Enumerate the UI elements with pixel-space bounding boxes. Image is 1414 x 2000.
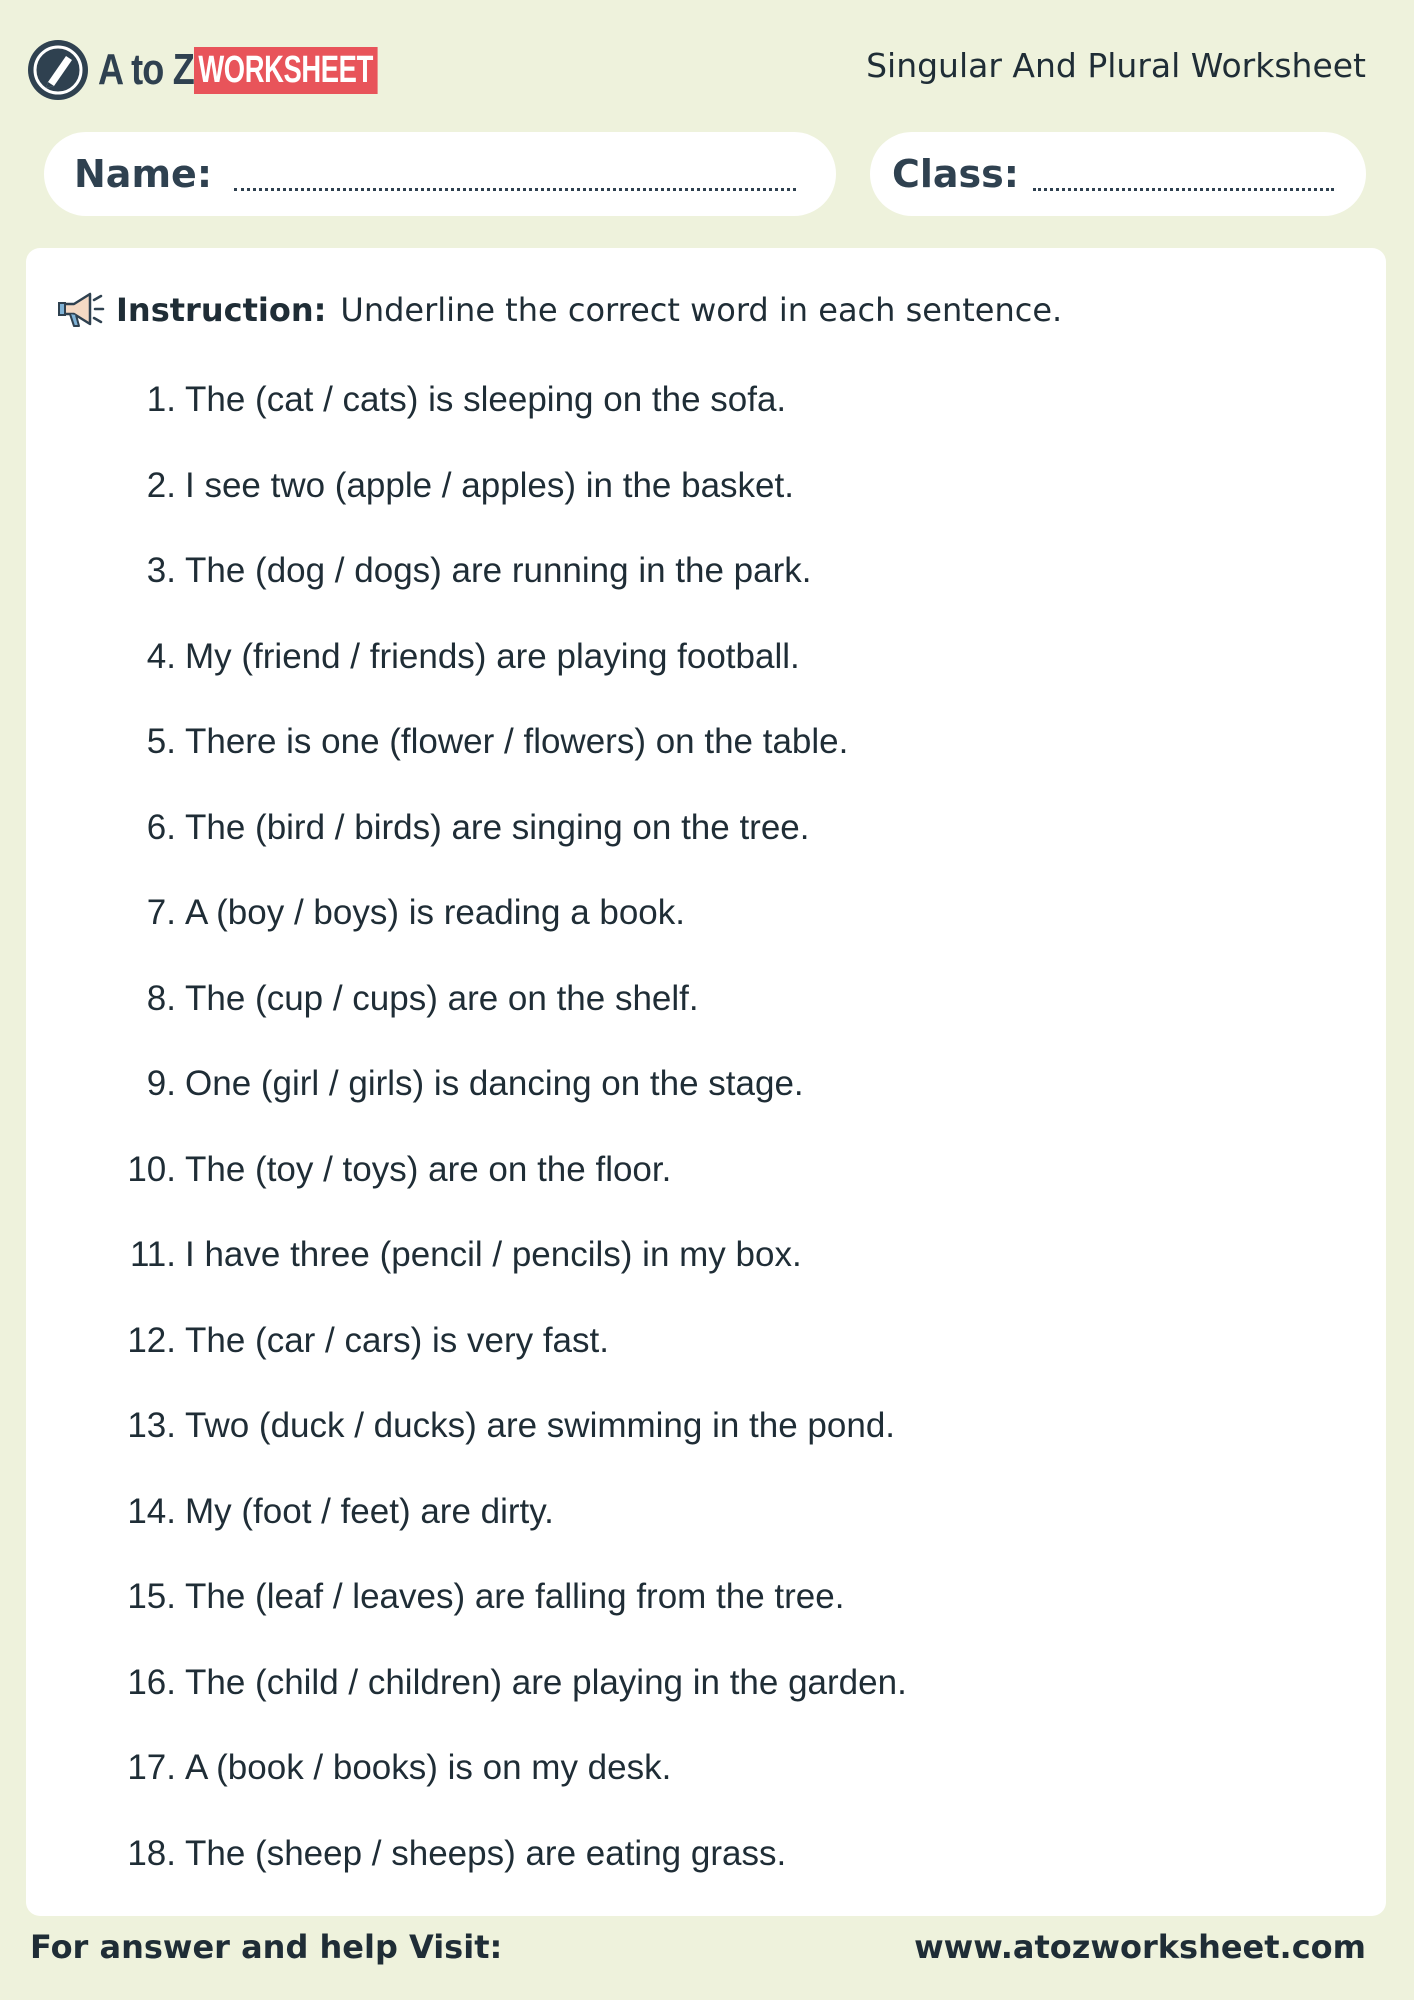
question-number: 6.: [146, 807, 176, 847]
question-number: 18.: [127, 1833, 176, 1873]
instruction-text: Underline the correct word in each sentence.: [340, 291, 1063, 329]
question-number: 9.: [146, 1064, 176, 1103]
question-text: The (cat / cats) is sleeping on the sofa.: [185, 380, 787, 419]
logo-highlight: WORKSHEET: [194, 47, 377, 94]
question-text: The (dog / dogs) are running in the park.: [185, 551, 812, 590]
instruction-label: Instruction:: [116, 291, 327, 329]
question-number: 12.: [127, 1320, 176, 1360]
question-number: 14.: [127, 1491, 176, 1531]
question-text: My (foot / feet) are dirty.: [185, 1491, 554, 1531]
pencil-logo-icon: [28, 40, 88, 100]
question-text: My (friend / friends) are playing football.: [185, 636, 800, 676]
question-number: 16.: [127, 1662, 176, 1702]
question-text: The (cup / cups) are on the shelf.: [185, 978, 699, 1018]
question-text: I have three (pencil / pencils) in my box.: [185, 1235, 802, 1274]
name-blank-line[interactable]: [234, 184, 796, 191]
footer-website-link[interactable]: www.atozworksheet.com: [914, 1928, 1366, 1966]
question-number: 7.: [146, 893, 176, 932]
question-text: There is one (flower / flowers) on the table.: [185, 722, 849, 761]
footer-help-text: For answer and help Visit:: [30, 1928, 503, 1966]
question-number: 15.: [127, 1577, 176, 1616]
question-number: 1.: [146, 380, 176, 419]
question-text: Two (duck / ducks) are swimming in the pond.: [185, 1406, 896, 1445]
question-number: 8.: [146, 978, 176, 1018]
question-text: The (bird / birds) are singing on the tree.: [185, 807, 810, 847]
class-field[interactable]: [870, 132, 1366, 216]
question-text: I see two (apple / apples) in the basket.: [185, 465, 794, 505]
megaphone-icon: [56, 288, 106, 332]
question-text: The (car / cars) is very fast.: [185, 1320, 609, 1360]
worksheet-title: Singular And Plural Worksheet: [866, 46, 1366, 85]
question-number: 3.: [146, 551, 176, 590]
logo-text: A to Z: [98, 45, 194, 94]
question-text: A (book / books) is on my desk.: [185, 1748, 672, 1787]
instruction: [56, 288, 1062, 332]
question-number: 10.: [127, 1149, 176, 1189]
question-text: The (toy / toys) are on the floor.: [185, 1149, 672, 1189]
name-label: Name:: [74, 152, 213, 196]
class-label: Class:: [892, 152, 1019, 196]
question-number: 13.: [127, 1406, 176, 1445]
question-text: One (girl / girls) is dancing on the stage.: [185, 1064, 804, 1103]
question-text: The (sheep / sheeps) are eating grass.: [185, 1833, 787, 1873]
name-field[interactable]: [44, 132, 836, 216]
question-text: A (boy / boys) is reading a book.: [185, 893, 685, 932]
class-blank-line[interactable]: [1033, 184, 1334, 191]
question-number: 5.: [146, 722, 176, 761]
question-number: 4.: [146, 636, 176, 676]
question-number: 2.: [146, 465, 176, 505]
question-number: 17.: [127, 1748, 176, 1787]
question-number: 11.: [129, 1235, 176, 1274]
site-logo: [28, 38, 449, 102]
worksheet-card: [26, 248, 1386, 1916]
question-text: The (leaf / leaves) are falling from the tree.: [185, 1577, 845, 1616]
question-text: The (child / children) are playing in the garden.: [185, 1662, 907, 1702]
